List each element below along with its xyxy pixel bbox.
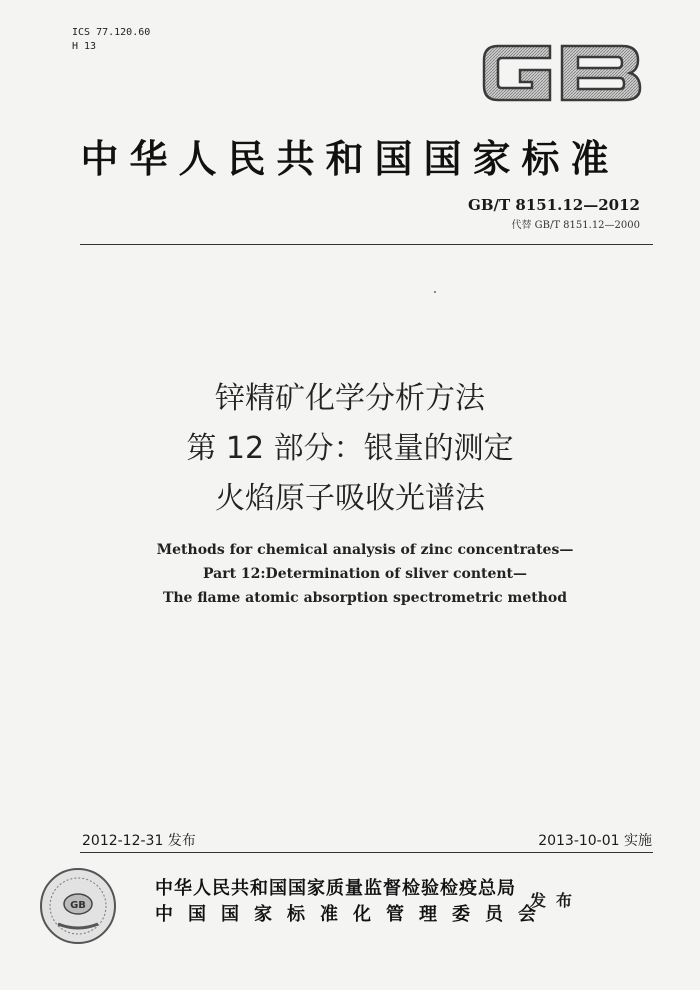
main-title: 中华人民共和国国家标准 (80, 136, 620, 181)
ics-code: ICS 77.120.60 (72, 27, 151, 38)
gb-logo (480, 38, 645, 108)
english-title-line2: Part 12:Determination of sliver content— (202, 566, 528, 582)
top-divider (80, 244, 653, 245)
english-title-line3: The flame atomic absorption spectrometric method (162, 590, 568, 606)
chinese-title (0, 374, 700, 524)
chinese-title-line1: 锌精矿化学分析方法 (215, 381, 485, 416)
classification-codes (72, 26, 150, 54)
standard-number: GB/T 8151.12—2012 (468, 196, 640, 214)
issuer-aqsiq: 中华人民共和国国家质量监督检验检疫总局 (155, 878, 516, 899)
bottom-divider (80, 852, 653, 853)
english-title-line1: Methods for chemical analysis of zinc concentrates— (156, 542, 574, 558)
publish-label: 发布 (530, 891, 583, 910)
issuing-authorities (155, 876, 551, 928)
svg-text:GB: GB (70, 900, 86, 911)
standard-number-block (468, 196, 640, 231)
speck (434, 291, 436, 293)
issue-date: 2012-12-31 发布 (82, 833, 196, 849)
chinese-title-line3: 火焰原子吸收光谱法 (215, 481, 485, 516)
issuer-sac: 中国国家标准化管理委员会 (155, 904, 551, 925)
ccs-code: H 13 (72, 41, 97, 52)
replaces-standard: 代替 GB/T 8151.12—2000 (511, 220, 640, 231)
effective-date: 2013-10-01 实施 (538, 833, 652, 849)
english-title (0, 538, 700, 610)
anti-counterfeit-seal-icon (38, 866, 118, 946)
chinese-title-line2: 第 12 部分：银量的测定 (186, 431, 514, 466)
